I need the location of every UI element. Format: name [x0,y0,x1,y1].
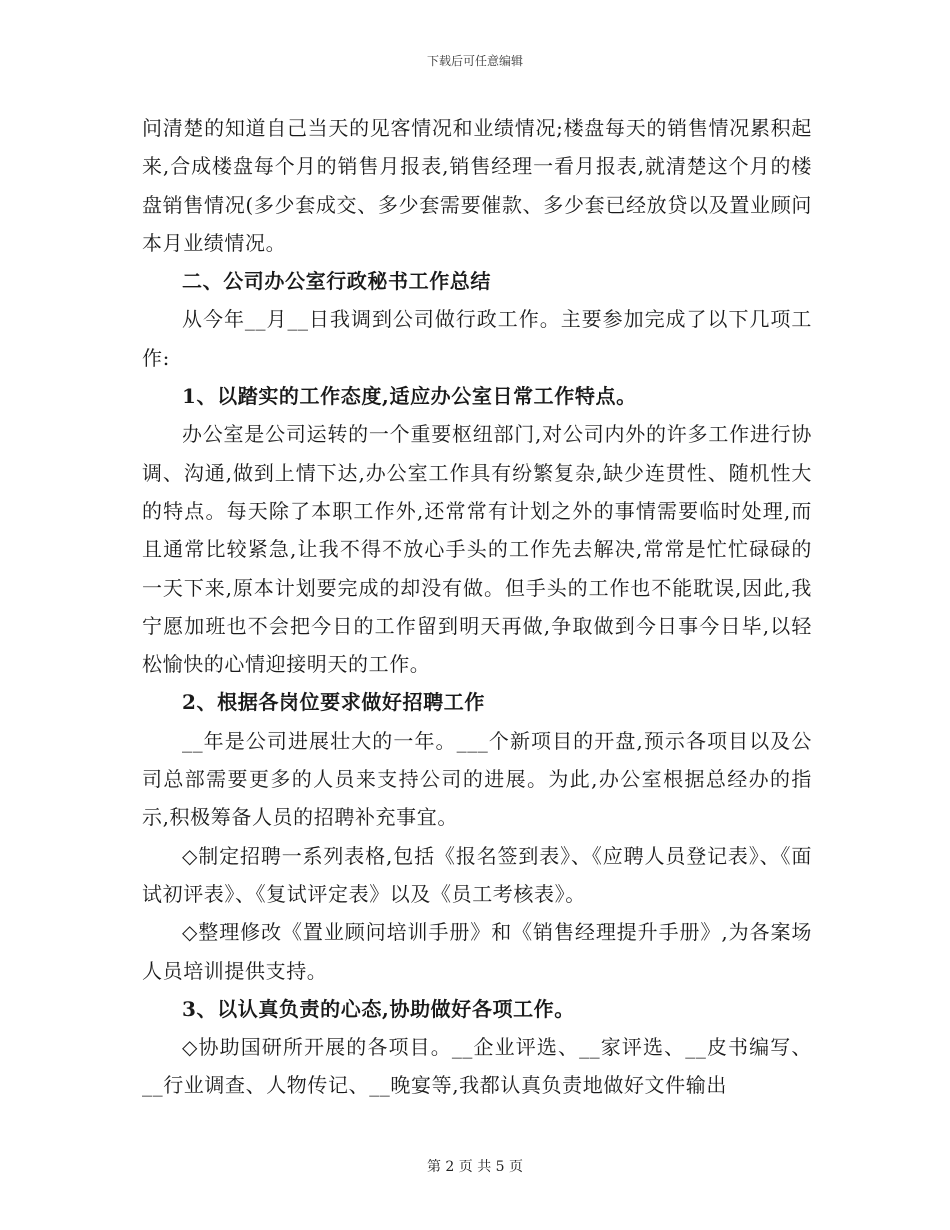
paragraph: 从今年__月__日我调到公司做行政工作。主要参加完成了以下几项工作: [142,307,812,370]
page-footer: 第 2 页 共 5 页 [426,1159,524,1175]
document-body [142,109,812,1105]
subsection-heading: 3、以认真负责的心态,协助做好各项工作。 [182,996,575,1021]
page-header: 下载后可任意编辑 [426,54,523,68]
paragraph: 办公室是公司运转的一个重要枢纽部门,对公司内外的许多工作进行协调、沟通,做到上情下达,办公室工作具有纷繁复杂,缺少连贯性、随机性大的特点。每天除了本职工作外,还常常有计划之外的事情需要临时处理,而且通常比较紧急,让我不得不放心手头的工作先去解决,常常是忙忙碌碌的一天下来,原本计划要完成的却没有做。但手头的工作也不能耽误,因此,我宁愿加班也不会把今日的工作留到明天再做,争取做到今日事今日毕,以轻松愉快的心情迎接明天的工作。 [142,422,812,677]
subsection-heading: 2、根据各岗位要求做好招聘工作 [182,690,485,715]
section-heading: 二、公司办公室行政秘书工作总结 [182,269,491,294]
bullet-paragraph: ◇整理修改《置业顾问培训手册》和《销售经理提升手册》,为各案场人员培训提供支持。 [142,920,812,983]
subsection-heading: 1、以踏实的工作态度,适应办公室日常工作特点。 [182,384,637,409]
paragraph: 问清楚的知道自己当天的见客情况和业绩情况;楼盘每天的销售情况累积起来,合成楼盘每个月的销售月报表,销售经理一看月报表,就清楚这个月的楼盘销售情况(多少套成交、多少套需要催款、多少套已经放贷以及置业顾问本月业绩情况。 [142,116,812,255]
bullet-paragraph: ◇协助国研所开展的各项目。__企业评选、__家评选、__皮书编写、__行业调查、人物传记、__晚宴等,我都认真负责地做好文件输出 [142,1035,812,1098]
paragraph: __年是公司进展壮大的一年。___个新项目的开盘,预示各项目以及公司总部需要更多的人员来支持公司的进展。为此,办公室根据总经办的指示,积极筹备人员的招聘补充事宜。 [142,728,812,830]
bullet-paragraph: ◇制定招聘一系列表格,包括《报名签到表》、《应聘人员登记表》、《面试初评表》、《复试评定表》以及《员工考核表》。 [142,843,812,906]
